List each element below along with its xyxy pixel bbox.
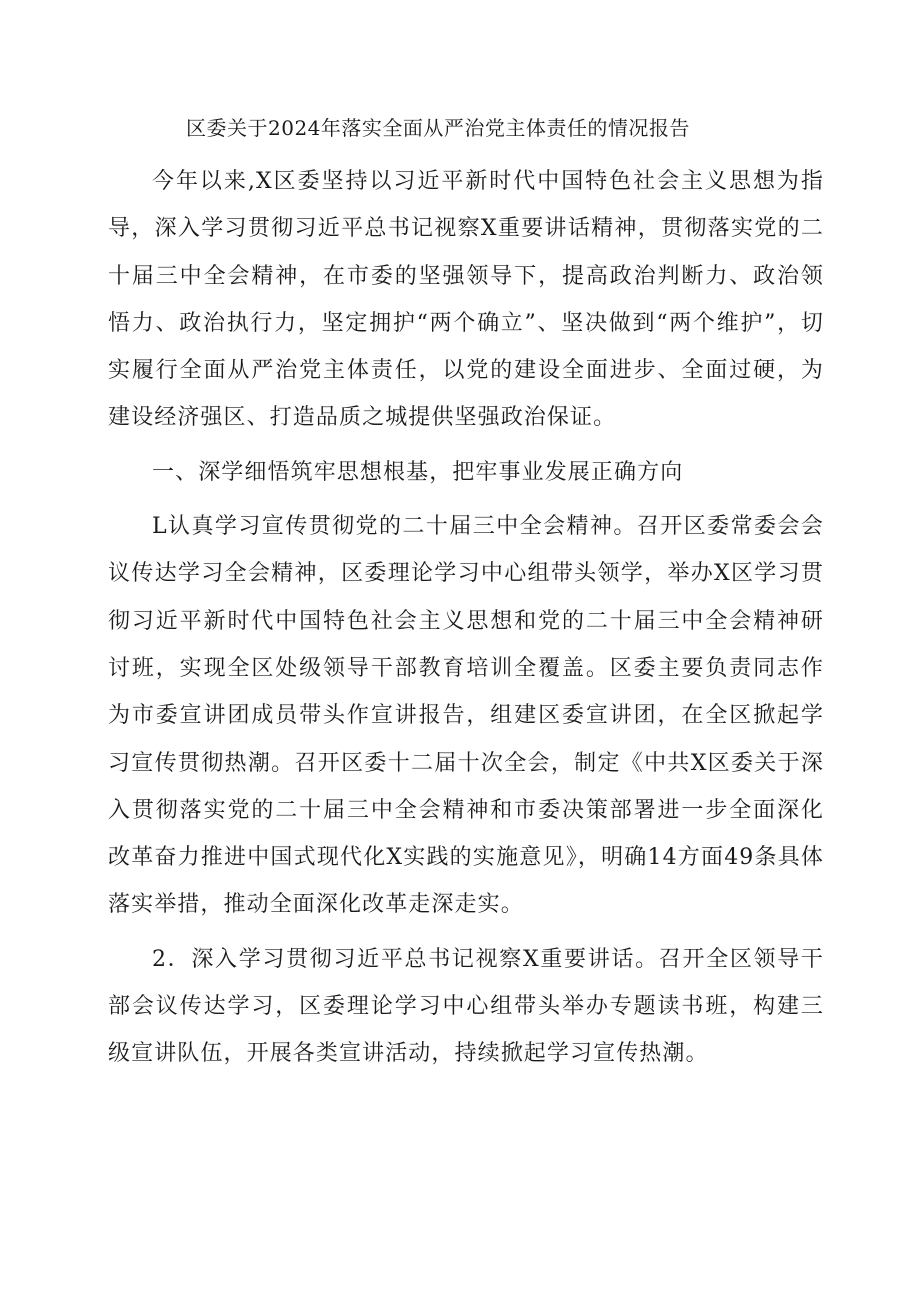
- section-heading-1: 一、深学细悟筑牢思想根基，把牢事业发展正确方向: [152, 459, 684, 485]
- document-title: 区委关于2024年落实全面从严治党主体责任的情况报告: [186, 116, 690, 140]
- paragraph-item-1: L认真学习宣传贯彻党的二十届三中全会精神。召开区委常委会会议传达学习全会精神，区委理论学习中心组带头领学，举办X区学习贯彻习近平新时代中国特色社会主义思想和党的二十届三中全会精神研讨班，实现全区处级领导干部教育培训全覆盖。区委主要负责同志作为市委宣讲团成员带头作宣讲报告，组建区委宣讲团，在全区掀起学习宣传贯彻热潮。召开区委十二届十次全会，制定《中共X区委关于深入贯彻落实党的二十届三中全会精神和市委决策部署进一步全面深化改革奋力推进中国式现代化X实践的实施意见》，明确14方面49条具体落实举措，推动全面深化改革走深走实。: [108, 514, 824, 918]
- paragraph-item-2: 2．深入学习贯彻习近平总书记视察X重要讲话。召开全区领导干部会议传达学习，区委理论学习中心组带头举办专题读书班，构建三级宣讲队伍，开展各类宣讲活动，持续掀起学习宣传热潮。: [108, 946, 824, 1067]
- paragraph-intro: 今年以来,X区委坚持以习近平新时代中国特色社会主义思想为指导，深入学习贯彻习近平总书记视察X重要讲话精神，贯彻落实党的二十届三中全会精神，在市委的坚强领导下，提高政治判断力、政治领悟力、政治执行力，坚定拥护“两个确立”、坚决做到“两个维护”，切实履行全面从严治党主体责任，以党的建设全面进步、全面过硬，为建设经济强区、打造品质之城提供坚强政治保证。: [108, 169, 824, 431]
